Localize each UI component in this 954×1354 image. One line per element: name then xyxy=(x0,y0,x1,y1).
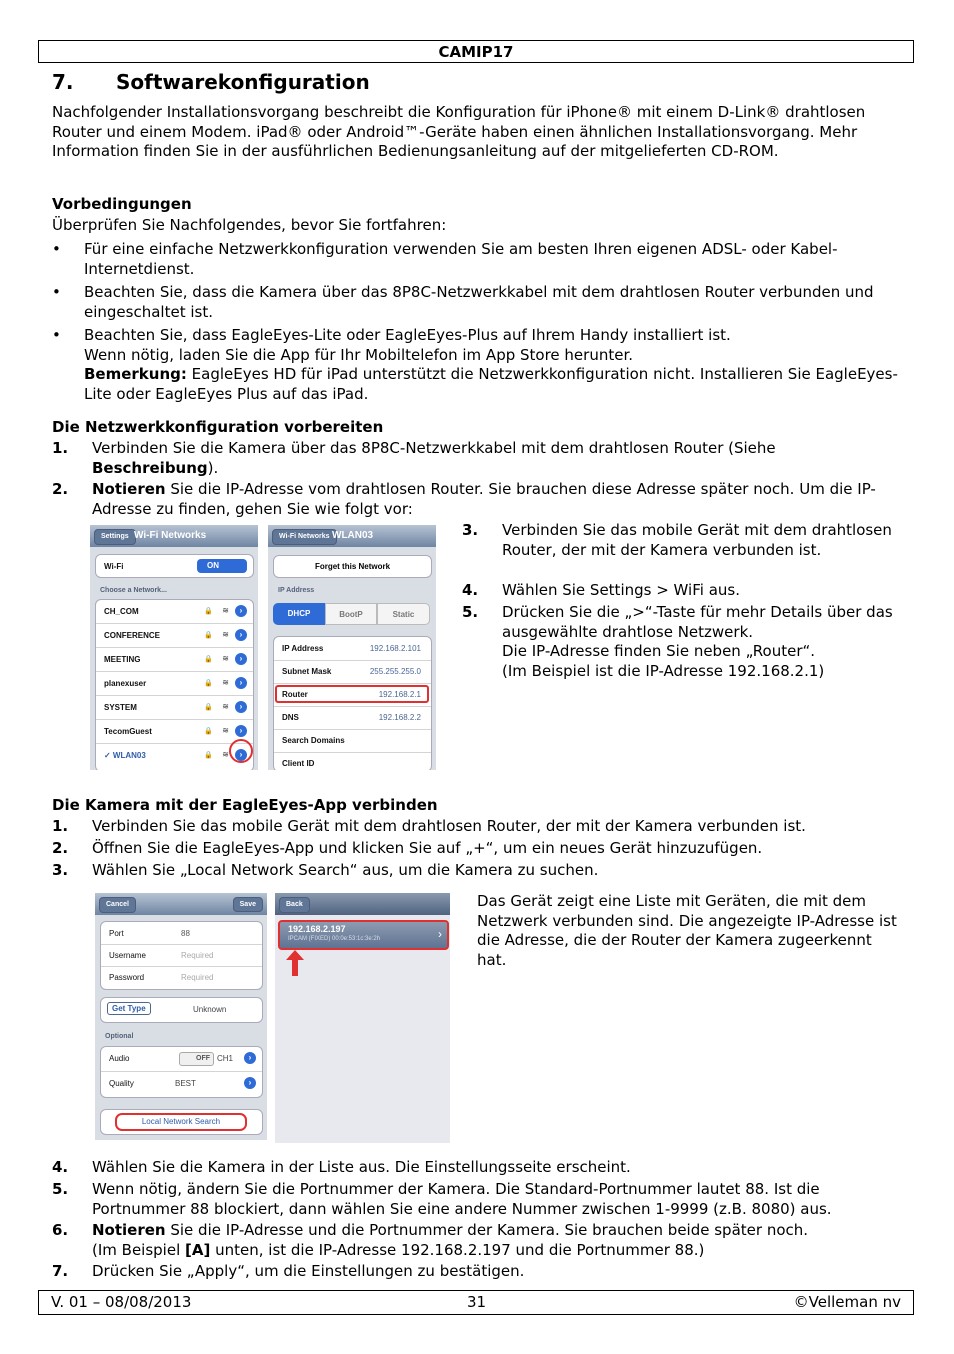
company-name: ©Velleman nv xyxy=(793,1293,901,1311)
step-text: Wenn nötig, ändern Sie die Portnummer der Kamera. Die Standard-Portnummer lautet 88. Ist die Portnummer 88 blockiert, dann wählen Sie eine andere Nummer zwischen 1-9999 (z.B. 8080) aus. xyxy=(92,1180,832,1218)
connect-heading: Die Kamera mit der EagleEyes-App verbinden xyxy=(52,796,438,814)
navbar xyxy=(268,525,436,547)
setting-row xyxy=(101,922,262,945)
step-text-part: unten, ist die IP-Adresse 192.168.2.197 und die Portnummer 88.) xyxy=(210,1240,705,1259)
audio-toggle: OFF xyxy=(179,1052,214,1066)
network-name: ✓ WLAN03 xyxy=(104,751,146,760)
detail-arrow-icon: › xyxy=(235,653,247,665)
navbar xyxy=(275,893,450,915)
navbar-title: WLAN03 xyxy=(332,530,374,541)
navbar xyxy=(90,525,258,547)
bullet-dot: • xyxy=(52,326,61,344)
step-number: 1. xyxy=(52,817,69,835)
camera-result-item xyxy=(278,920,449,950)
network-row xyxy=(96,720,253,744)
tab-bootp: BootP xyxy=(325,603,377,625)
detail-row xyxy=(274,752,431,770)
step-number: 1. xyxy=(52,439,69,457)
highlight-circle xyxy=(229,739,253,763)
step-text-part: Verbinden Sie die Kamera über das 8P8C-Netzwerkkabel mit dem drahtlosen Router (Siehe xyxy=(92,439,776,457)
wifi-signal-icon: ≋ xyxy=(222,654,229,663)
detail-row xyxy=(274,706,431,730)
page-footer xyxy=(38,1290,914,1315)
detail-value: 192.168.2.1 xyxy=(378,690,421,699)
version-date: V. 01 – 08/08/2013 xyxy=(51,1293,192,1311)
tab-dhcp: DHCP xyxy=(273,603,325,625)
bullet-text xyxy=(84,326,904,404)
detail-row xyxy=(274,729,431,753)
wifi-signal-icon: ≋ xyxy=(222,606,229,615)
chevron-right-icon: › xyxy=(438,927,442,941)
wifi-row xyxy=(96,555,253,578)
step-bold: [A] xyxy=(185,1240,211,1259)
prereq-lead: Überprüfen Sie Nachfolgendes, bevor Sie fortfahren: xyxy=(52,216,447,234)
network-name: CONFERENCE xyxy=(104,631,161,640)
detail-label: DNS xyxy=(282,713,299,722)
detail-label: Router xyxy=(282,690,308,699)
get-type-group xyxy=(100,997,263,1023)
camera-ip: 192.168.2.197 xyxy=(288,924,346,934)
step-number: 4. xyxy=(52,1158,69,1176)
device-list-explanation: Das Gerät zeigt eine Liste mit Geräten, die mit dem Netzwerk verbunden sind. Die angezeigte IP-Adresse ist die Adresse, die der Router der Kamera zugeerkennt hat. xyxy=(477,892,897,969)
audio-channel: CH1 xyxy=(217,1054,234,1063)
detail-arrow-icon: › xyxy=(235,701,247,713)
page-number: 31 xyxy=(467,1293,487,1311)
tab-static: Static xyxy=(377,603,430,625)
network-name: CH_COM xyxy=(104,607,139,616)
quality-label: Quality xyxy=(109,1079,134,1088)
navbar-title: Wi-Fi Networks xyxy=(134,530,207,541)
choose-network-label: Choose a Network... xyxy=(100,587,167,594)
lock-icon: 🔒 xyxy=(204,608,213,615)
step-text-part: (Im Beispiel ist die IP-Adresse 192.168.2.1) xyxy=(502,661,825,680)
bullet-text: Beachten Sie, dass die Kamera über das 8P8C-Netzwerkkabel mit dem drahtlosen Router verbunden und eingeschaltet ist. xyxy=(84,283,874,321)
network-row xyxy=(96,624,253,648)
step-number: 5. xyxy=(462,603,479,621)
setting-row xyxy=(101,944,262,967)
setting-label: Port xyxy=(109,929,124,938)
step-bold: Beschreibung xyxy=(92,458,208,477)
detail-value: 192.168.2.2 xyxy=(378,713,421,722)
step-number: 2. xyxy=(52,839,69,857)
setting-label: Username xyxy=(109,951,146,960)
wifi-signal-icon: ≋ xyxy=(222,750,229,759)
wifi-signal-icon: ≋ xyxy=(222,630,229,639)
step-text xyxy=(502,603,902,681)
network-detail-screenshot xyxy=(268,525,436,770)
detail-label: Client ID xyxy=(282,759,315,768)
detail-row xyxy=(274,660,431,684)
add-device-screenshot xyxy=(95,893,267,1140)
prepare-heading: Die Netzwerkkonfiguration vorbereiten xyxy=(52,418,384,436)
step-text: Verbinden Sie das mobile Gerät mit dem drahtlosen Router, der mit der Kamera verbunden ist. xyxy=(92,817,806,835)
lock-icon: 🔒 xyxy=(204,704,213,711)
detail-row xyxy=(274,637,431,661)
bullet-line: Beachten Sie, dass EagleEyes-Lite oder EagleEyes-Plus auf Ihrem Handy installiert ist. xyxy=(84,326,731,344)
detail-label: Search Domains xyxy=(282,736,345,745)
step-number: 4. xyxy=(462,581,479,599)
step-number: 3. xyxy=(462,521,479,539)
credentials-group xyxy=(100,921,263,990)
step-text: Drücken Sie „Apply“, um die Einstellungen zu bestätigen. xyxy=(92,1262,525,1280)
step-text-part: ). xyxy=(207,458,219,477)
router-highlight-box xyxy=(275,685,429,703)
network-row xyxy=(96,696,253,720)
note-text: EagleEyes HD für iPad unterstützt die Netzwerkkonfiguration nicht. Installieren Sie EagleEyes-Lite oder EagleEyes Plus auf das iPad. xyxy=(84,365,898,403)
step-number: 2. xyxy=(52,480,69,498)
step-text: Verbinden Sie das mobile Gerät mit dem drahtlosen Router, der mit der Kamera verbunden ist. xyxy=(502,521,892,559)
arrow-up-icon xyxy=(285,950,305,976)
back-button: Back xyxy=(279,897,310,913)
network-row xyxy=(96,672,253,696)
step-bold: Notieren xyxy=(92,1221,166,1239)
wifi-networks-screenshot xyxy=(90,525,258,770)
network-name: SYSTEM xyxy=(104,703,137,712)
audio-label: Audio xyxy=(109,1054,130,1063)
step-number: 5. xyxy=(52,1180,69,1198)
step-text-part: (Im Beispiel xyxy=(92,1240,186,1259)
lock-icon: 🔒 xyxy=(204,752,213,759)
back-button: Settings xyxy=(94,529,136,545)
page-header xyxy=(38,40,914,63)
step-text xyxy=(92,1221,902,1260)
wifi-toggle-group xyxy=(95,554,254,578)
setting-value: 88 xyxy=(181,929,190,938)
forget-network-button: Forget this Network xyxy=(273,555,432,578)
setting-row xyxy=(101,966,262,988)
type-value: Unknown xyxy=(193,1005,227,1014)
step-number: 7. xyxy=(52,1262,69,1280)
detail-label: Subnet Mask xyxy=(282,667,332,676)
step-text: Wählen Sie „Local Network Search“ aus, um die Kamera zu suchen. xyxy=(92,861,599,879)
step-text-part: Die IP-Adresse finden Sie neben „Router“. xyxy=(502,642,816,660)
detail-arrow-icon: › xyxy=(235,605,247,617)
model-name: CAMIP17 xyxy=(438,43,514,61)
detail-value: 255.255.255.0 xyxy=(369,667,421,676)
network-name: MEETING xyxy=(104,655,141,664)
step-text xyxy=(92,480,902,519)
detail-arrow-icon: › xyxy=(235,629,247,641)
wifi-switch: ON xyxy=(197,559,247,573)
back-button: Wi-Fi Networks xyxy=(272,529,337,545)
audio-row xyxy=(101,1047,262,1072)
network-row xyxy=(96,600,253,624)
search-result-screenshot xyxy=(275,893,450,1143)
section-number: 7. xyxy=(52,70,74,94)
step-text-part: Sie die IP-Adresse vom drahtlosen Router. Sie brauchen diese Adresse später noch. Um die IP-Adresse zu finden, gehen Sie wie folgt vor: xyxy=(92,480,876,518)
network-name: TecomGuest xyxy=(104,727,152,736)
bullet-line: Wenn nötig, laden Sie die App für Ihr Mobiltelefon im App Store herunter. xyxy=(84,345,634,364)
search-group xyxy=(100,1109,263,1135)
note-label: Bemerkung: xyxy=(84,365,187,383)
ip-details-list xyxy=(273,636,432,770)
prereq-heading: Vorbedingungen xyxy=(52,195,192,213)
wifi-label: Wi-Fi xyxy=(104,562,124,571)
step-text: Wählen Sie die Kamera in der Liste aus. Die Einstellungsseite erscheint. xyxy=(92,1158,631,1176)
setting-value: Required xyxy=(181,973,214,982)
detail-arrow-icon: › xyxy=(244,1077,256,1089)
camera-info: IPCAM (FIXED) 00:0e:53:1c:3e:2h xyxy=(288,936,381,942)
step-number: 6. xyxy=(52,1221,69,1239)
wifi-signal-icon: ≋ xyxy=(222,702,229,711)
step-text-part: Sie die IP-Adresse und die Portnummer der Kamera. Sie brauchen beide später noch. xyxy=(165,1221,809,1239)
detail-label: IP Address xyxy=(282,644,324,653)
step-text xyxy=(92,439,902,478)
step-text: Öffnen Sie die EagleEyes-App und klicken Sie auf „+“, um ein neues Gerät hinzuzufügen. xyxy=(92,839,763,857)
detail-arrow-icon: › xyxy=(235,677,247,689)
bullet-dot: • xyxy=(52,240,61,258)
cancel-button: Cancel xyxy=(99,897,136,913)
lock-icon: 🔒 xyxy=(204,728,213,735)
save-button: Save xyxy=(233,897,263,912)
get-type-button: Get Type xyxy=(107,1002,151,1015)
section-title-text: Softwarekonfiguration xyxy=(116,70,370,94)
bullet-text: Für eine einfache Netzwerkkonfiguration verwenden Sie am besten Ihren eigenen ADSL- oder Kabel-Internetdienst. xyxy=(84,240,838,278)
optional-label: Optional xyxy=(105,1033,134,1040)
lock-icon: 🔒 xyxy=(204,632,213,639)
lock-icon: 🔒 xyxy=(204,680,213,687)
bullet-dot: • xyxy=(52,283,61,301)
quality-row xyxy=(101,1072,262,1096)
step-text: Wählen Sie Settings > WiFi aus. xyxy=(502,581,740,599)
detail-arrow-icon: › xyxy=(235,749,247,761)
optional-group xyxy=(100,1046,263,1098)
ip-address-section: IP Address xyxy=(278,587,315,594)
navbar xyxy=(95,893,267,915)
detail-arrow-icon: › xyxy=(235,725,247,737)
step-number: 3. xyxy=(52,861,69,879)
section-title xyxy=(52,70,370,94)
lock-icon: 🔒 xyxy=(204,656,213,663)
network-name: planexuser xyxy=(104,679,147,688)
wifi-signal-icon: ≋ xyxy=(222,678,229,687)
step-bold: Notieren xyxy=(92,480,166,498)
setting-value: Required xyxy=(181,951,214,960)
detail-arrow-icon: › xyxy=(244,1052,256,1064)
local-network-search-button: Local Network Search xyxy=(115,1113,247,1131)
wifi-signal-icon: ≋ xyxy=(222,726,229,735)
intro-paragraph: Nachfolgender Installationsvorgang beschreibt die Konfiguration für iPhone® mit einem D-Link® drahtlosen Router und einem Modem. iPad® oder Android™-Geräte haben einen ähnlichen Installationsvorgang. Mehr Information finden Sie in der ausführlichen Bedienungsanleitung auf der mitgelieferten CD-ROM. xyxy=(52,103,866,160)
step-text-part: Drücken Sie die „>“-Taste für mehr Details über das ausgewählte drahtlose Netzwerk. xyxy=(502,603,893,641)
setting-label: Password xyxy=(109,973,145,982)
quality-value: BEST xyxy=(175,1079,196,1088)
network-row xyxy=(96,648,253,672)
detail-value: 192.168.2.101 xyxy=(369,644,421,653)
